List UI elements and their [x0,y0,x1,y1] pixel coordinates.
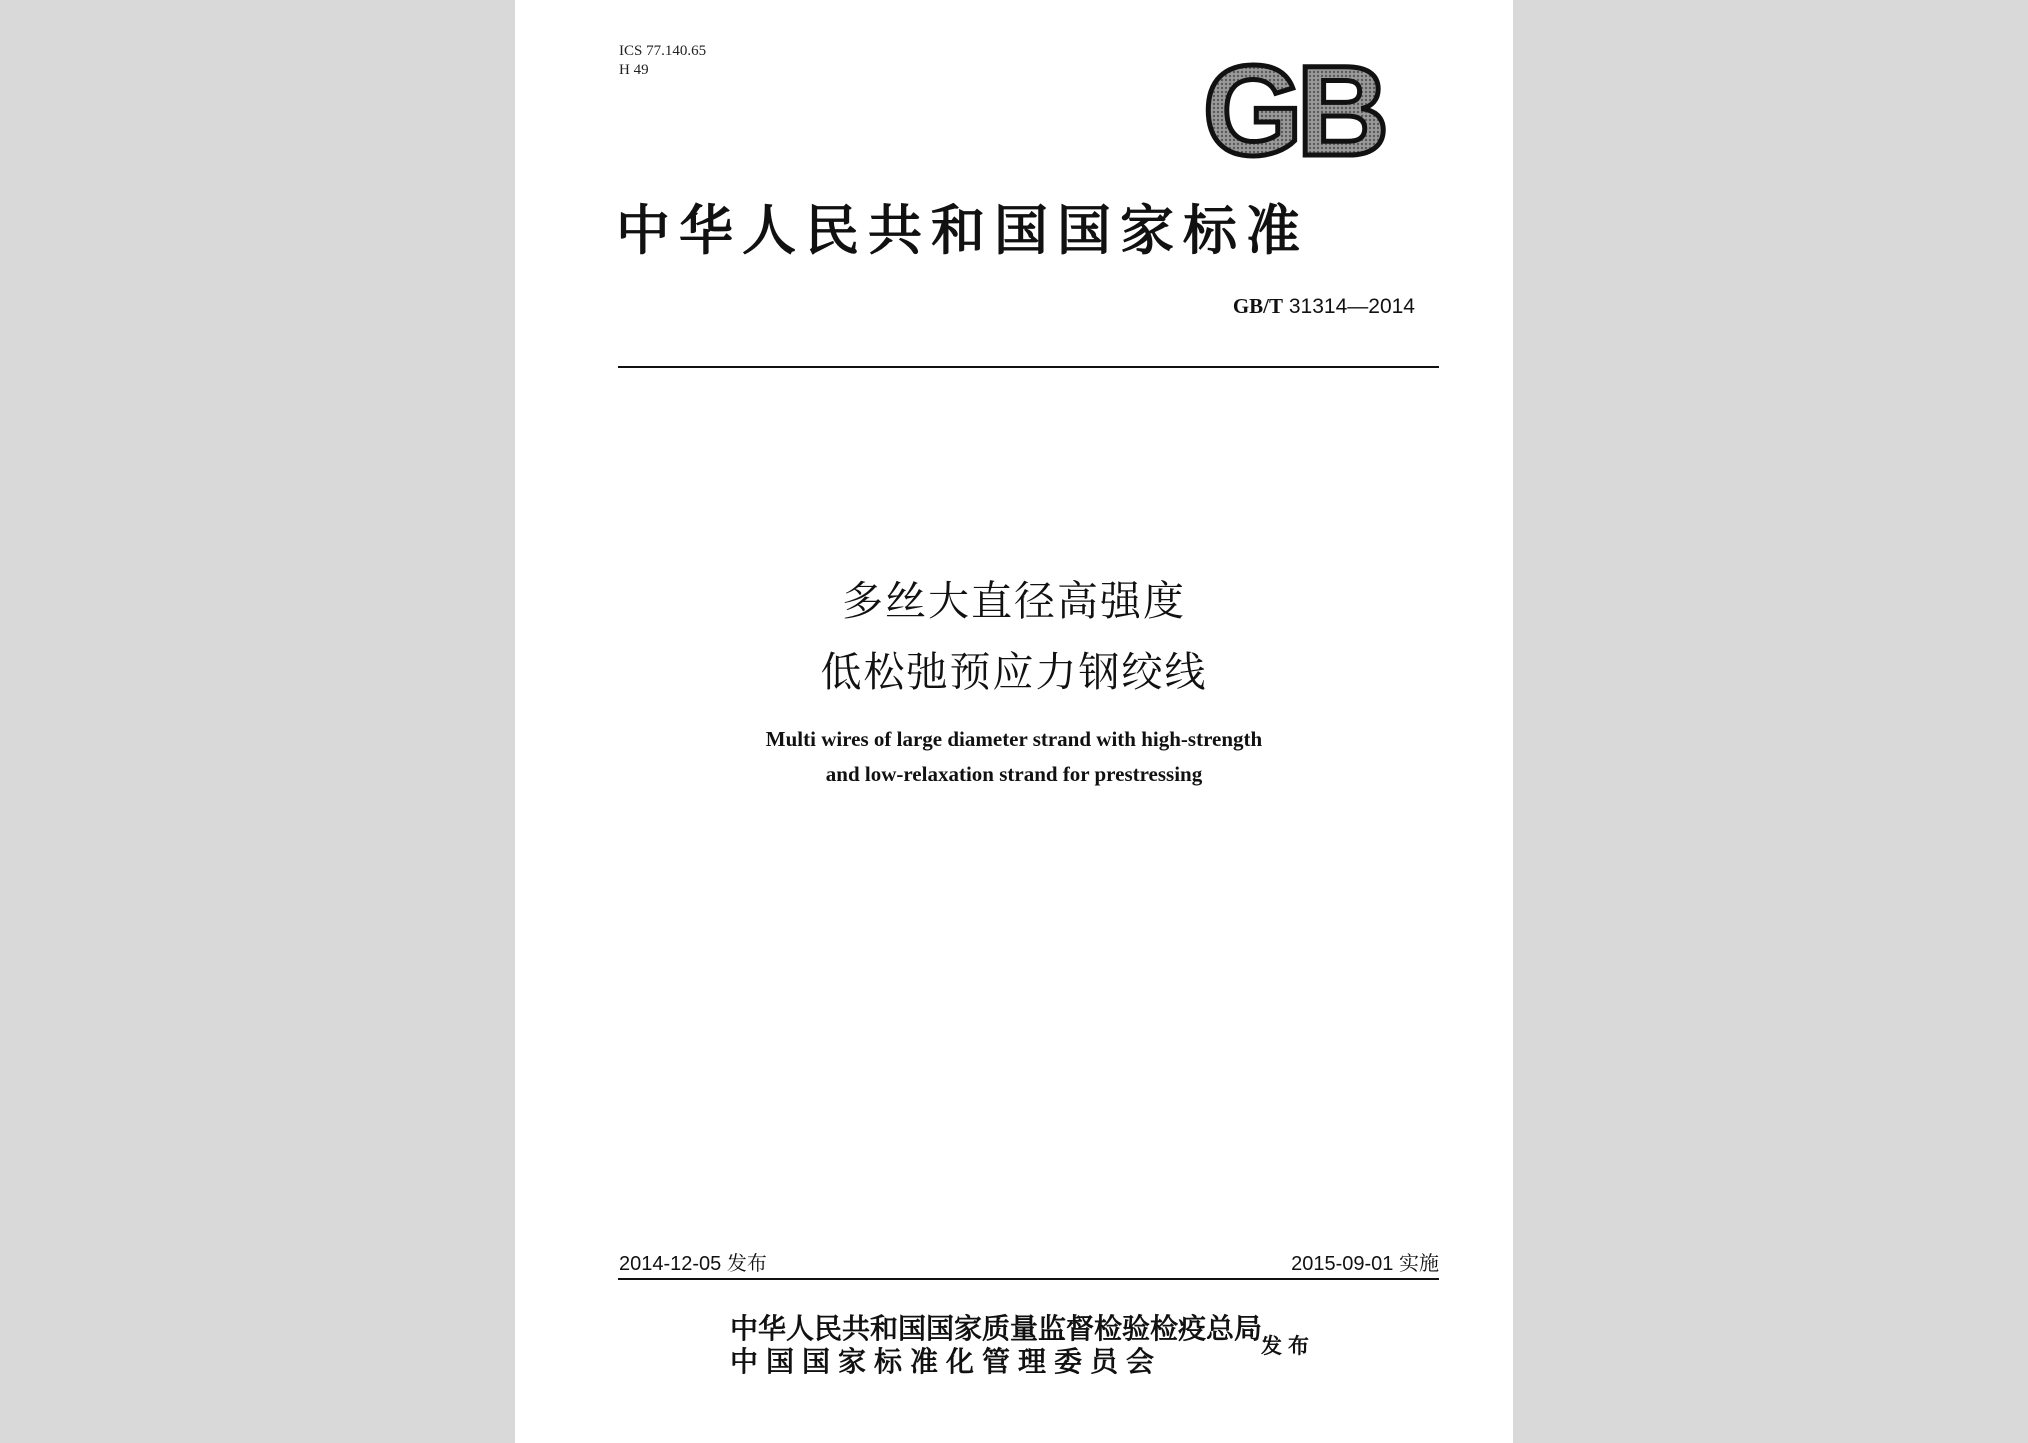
gb-logo [1188,50,1398,168]
issuing-authorities [730,1312,1262,1378]
ics-code: ICS 77.140.65 [619,43,707,59]
issue-date: 2014-12-05 发布 [619,1253,767,1275]
issuer-sac: 中国国家标准化管理委员会 [730,1345,1163,1378]
chinese-title-line-2: 低松弛预应力钢绞线 [820,648,1208,696]
standard-code: 31314—2014 [1288,295,1415,318]
classification-codes [619,42,706,80]
english-title-line-2: and low-relaxation strand for prestressing [825,762,1203,786]
issuer-aqsiq: 中华人民共和国国家质量监督检验检疫总局 [730,1312,1263,1345]
chinese-title [515,566,1513,708]
standard-number [1233,294,1415,319]
gb-logo-text: GB [1203,50,1383,168]
publish-label: 发布 [1261,1333,1315,1358]
chinese-title-line-1: 多丝大直径高强度 [842,577,1186,625]
standard-cover-page [515,0,1513,1443]
english-title [515,722,1513,792]
footer-divider [618,1278,1439,1280]
header-divider [618,366,1439,368]
national-standard-title: 中华人民共和国国家标准 [616,198,1309,262]
standard-prefix: GB/T [1232,294,1284,318]
english-title-line-1: Multi wires of large diameter strand with high-strength [765,727,1263,751]
ccs-code: H 49 [619,62,649,78]
effective-date: 2015-09-01 实施 [1291,1253,1439,1275]
